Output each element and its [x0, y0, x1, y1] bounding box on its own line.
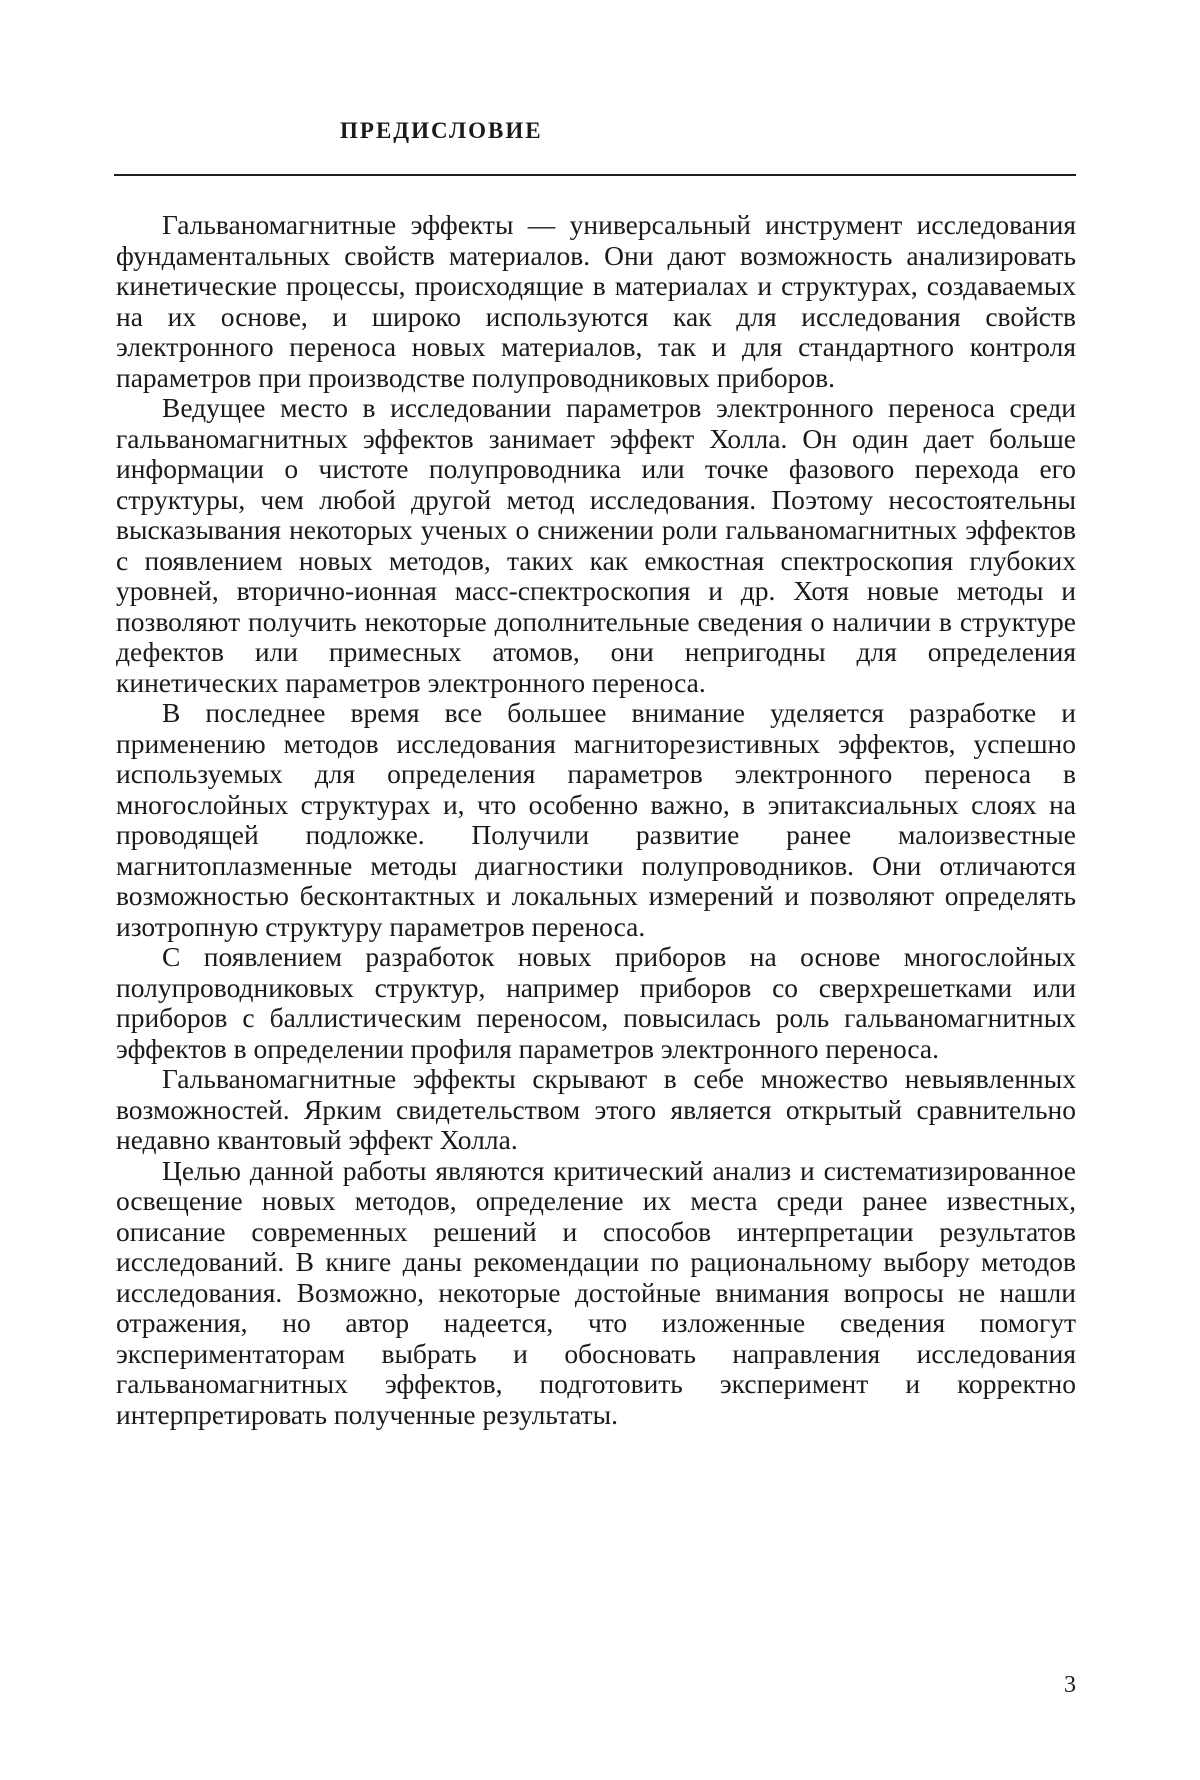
- page-number: 3: [1064, 1672, 1076, 1698]
- paragraph: Ведущее место в исследовании параметров электронного переноса среди гальваномагнитных эффектов занимает эффект Холла. Он один дает больше информации о чистоте полупроводника или точке фазового перехода его структуры, чем любой другой метод исследования. Поэтому несостоятельны высказывания некоторых ученых о снижении роли гальваномагнитных эффектов с появлением новых методов, таких как емкостная спектроскопия глубоких уровней, вторично-ионная масс-спектроскопия и др. Хотя новые методы и позволяют получить некоторые дополнительные сведения о наличии в структуре дефектов или примесных атомов, они непригодны для определения кинетических параметров электронного переноса.: [116, 392, 1076, 698]
- preface-body: [116, 210, 1076, 1430]
- paragraph: Целью данной работы являются критический анализ и систематизированное освещение новых методов, определение их места среди ранее известных, описание современных решений и способов интерпретации результатов исследований. В книге даны рекомендации по рациональному выбору методов исследования. Возможно, некоторые достойные внимания вопросы не нашли отражения, но автор надеется, что изложенные сведения помогут экспериментаторам выбрать и обосновать направления исследования гальваномагнитных эффектов, подготовить эксперимент и корректно интерпретировать полученные результаты.: [116, 1154, 1076, 1430]
- paragraph: Гальваномагнитные эффекты — универсальный инструмент исследования фундаментальных свойств материалов. Они дают возможность анализировать кинетические процессы, происходящие в материалах и структурах, создаваемых на их основе, и широко используются как для исследования свойств электронного переноса новых материалов, так и для стандартного контроля параметров при производстве полупроводниковых приборов.: [116, 209, 1076, 393]
- paragraph: Гальваномагнитные эффекты скрывают в себе множество невыявленных возможностей. Ярким свидетельством этого является открытый сравнительно недавно квантовый эффект Холла.: [116, 1063, 1076, 1155]
- paragraph: В последнее время все большее внимание уделяется разработке и применению методов исследования магниторезистивных эффектов, успешно используемых для определения параметров электронного переноса в многослойных структурах и, что особенно важно, в эпитаксиальных слоях на проводящей подложке. Получили развитие ранее малоизвестные магнитоплазменные методы диагностики полупроводников. Они отличаются возможностью бесконтактных и локальных измерений и позволяют определять изотропную структуру параметров переноса.: [116, 697, 1076, 942]
- heading-rule: [114, 174, 1076, 176]
- page-title: ПРЕДИСЛОВИЕ: [340, 118, 543, 143]
- paragraph: С появлением разработок новых приборов на основе многослойных полупроводниковых структур, например приборов со сверхрешетками или приборов с баллистическим переносом, повысилась роль гальваномагнитных эффектов в определении профиля параметров электронного переноса.: [116, 941, 1076, 1064]
